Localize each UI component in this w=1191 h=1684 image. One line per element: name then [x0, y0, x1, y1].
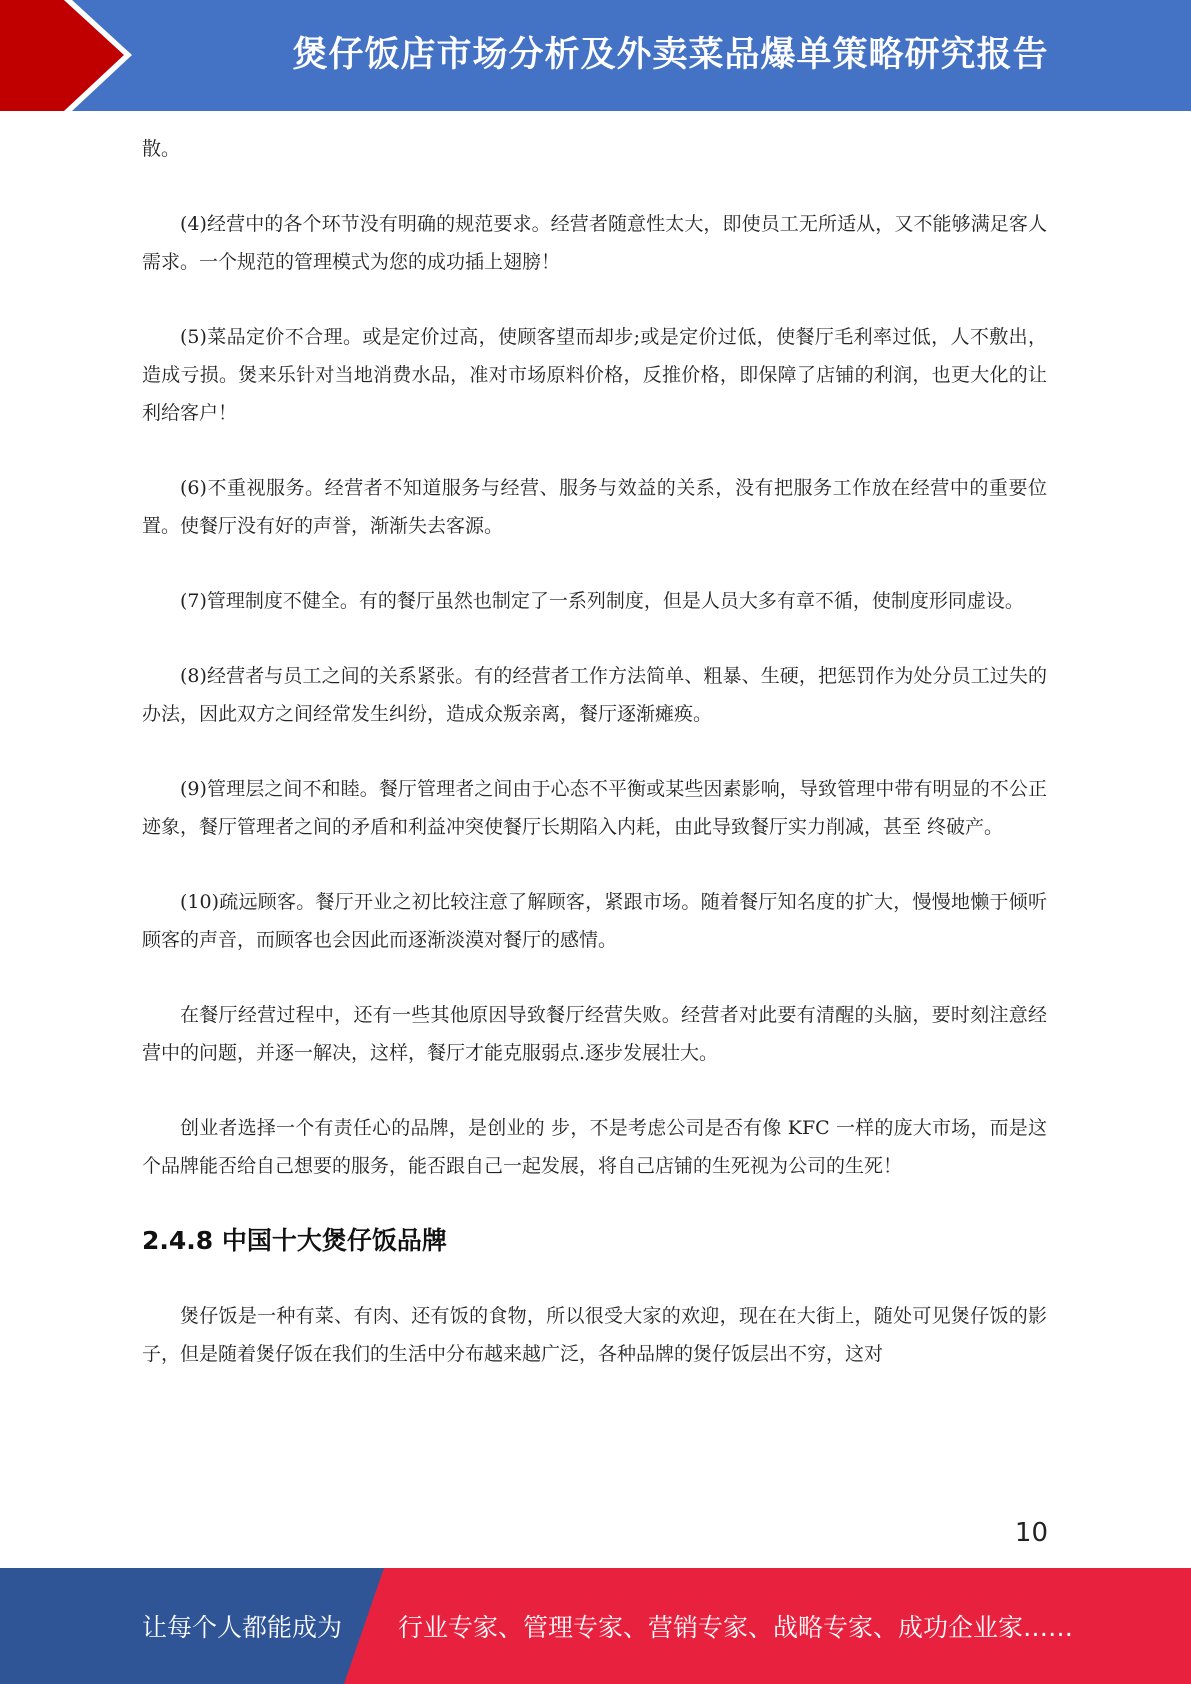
paragraph-item-5: (5)菜品定价不合理。或是定价过高，使顾客望而却步;或是定价过低，使餐厅毛利率过低，人不敷出，造成亏损。煲来乐针对当地消费水品，准对市场原料价格，反推价格，即保障了店铺的利润，也更大化的让利给客户！: [142, 326, 1047, 424]
paragraph-summary: 在餐厅经营过程中，还有一些其他原因导致餐厅经营失败。经营者对此要有清醒的头脑，要时刻注意经营中的问题，并逐一解决，这样，餐厅才能克服弱点.逐步发展壮大。: [142, 1004, 1047, 1064]
paragraph-continuation: 散。: [142, 138, 181, 160]
document-body: [142, 130, 1047, 1410]
section-heading: 2.4.8 中国十大煲仔饭品牌: [142, 1226, 447, 1255]
paragraph-item-10: (10)疏远顾客。餐厅开业之初比较注意了解顾客，紧跟市场。随着餐厅知名度的扩大，慢慢地懒于倾听顾客的声音，而顾客也会因此而逐渐淡漠对餐厅的感情。: [142, 891, 1047, 951]
page-footer: [0, 1568, 1191, 1684]
paragraph-brand-intro: 煲仔饭是一种有菜、有肉、还有饭的食物，所以很受大家的欢迎，现在在大街上，随处可见煲仔饭的影子，但是随着煲仔饭在我们的生活中分布越来越广泛，各种品牌的煲仔饭层出不穷，这对: [142, 1305, 1047, 1365]
header-red-arrow-icon: [0, 0, 150, 111]
paragraph-item-7: (7)管理制度不健全。有的餐厅虽然也制定了一系列制度，但是人员大多有章不循，使制度形同虚设。: [180, 590, 1024, 612]
paragraph-brand-choice: 创业者选择一个有责任心的品牌，是创业的 步，不是考虑公司是否有像 KFC 一样的庞大市场，而是这个品牌能否给自己想要的服务，能否跟自己一起发展，将自己店铺的生死视为公司的生死！: [142, 1117, 1047, 1177]
paragraph-item-6: (6)不重视服务。经营者不知道服务与经营、服务与效益的关系，没有把服务工作放在经营中的重要位置。使餐厅没有好的声誉，渐渐失去客源。: [142, 477, 1047, 537]
footer-slogan-right: 行业专家、管理专家、营销专家、战略专家、成功企业家……: [398, 1613, 1074, 1642]
paragraph-item-8: (8)经营者与员工之间的关系紧张。有的经营者工作方法简单、粗暴、生硬，把惩罚作为处分员工过失的 办法，因此双方之间经常发生纠纷，造成众叛亲离，餐厅逐渐瘫痪。: [142, 665, 1047, 725]
paragraph-item-4: (4)经营中的各个环节没有明确的规范要求。经营者随意性太大，即使员工无所适从，又不能够满足客人需求。一个规范的管理模式为您的成功插上翅膀！: [142, 213, 1047, 273]
paragraph-item-9: (9)管理层之间不和睦。餐厅管理者之间由于心态不平衡或某些因素影响，导致管理中带有明显的不公正迹象，餐厅管理者之间的矛盾和利益冲突使餐厅长期陷入内耗，由此导致餐厅实力削减，甚至 终破产。: [142, 778, 1047, 838]
footer-slogan-left: 让每个人都能成为: [142, 1613, 343, 1642]
page-header: [0, 0, 1191, 111]
report-title: 煲仔饭店市场分析及外卖菜品爆单策略研究报告: [292, 35, 1049, 75]
page-number: 10: [1014, 1518, 1048, 1548]
